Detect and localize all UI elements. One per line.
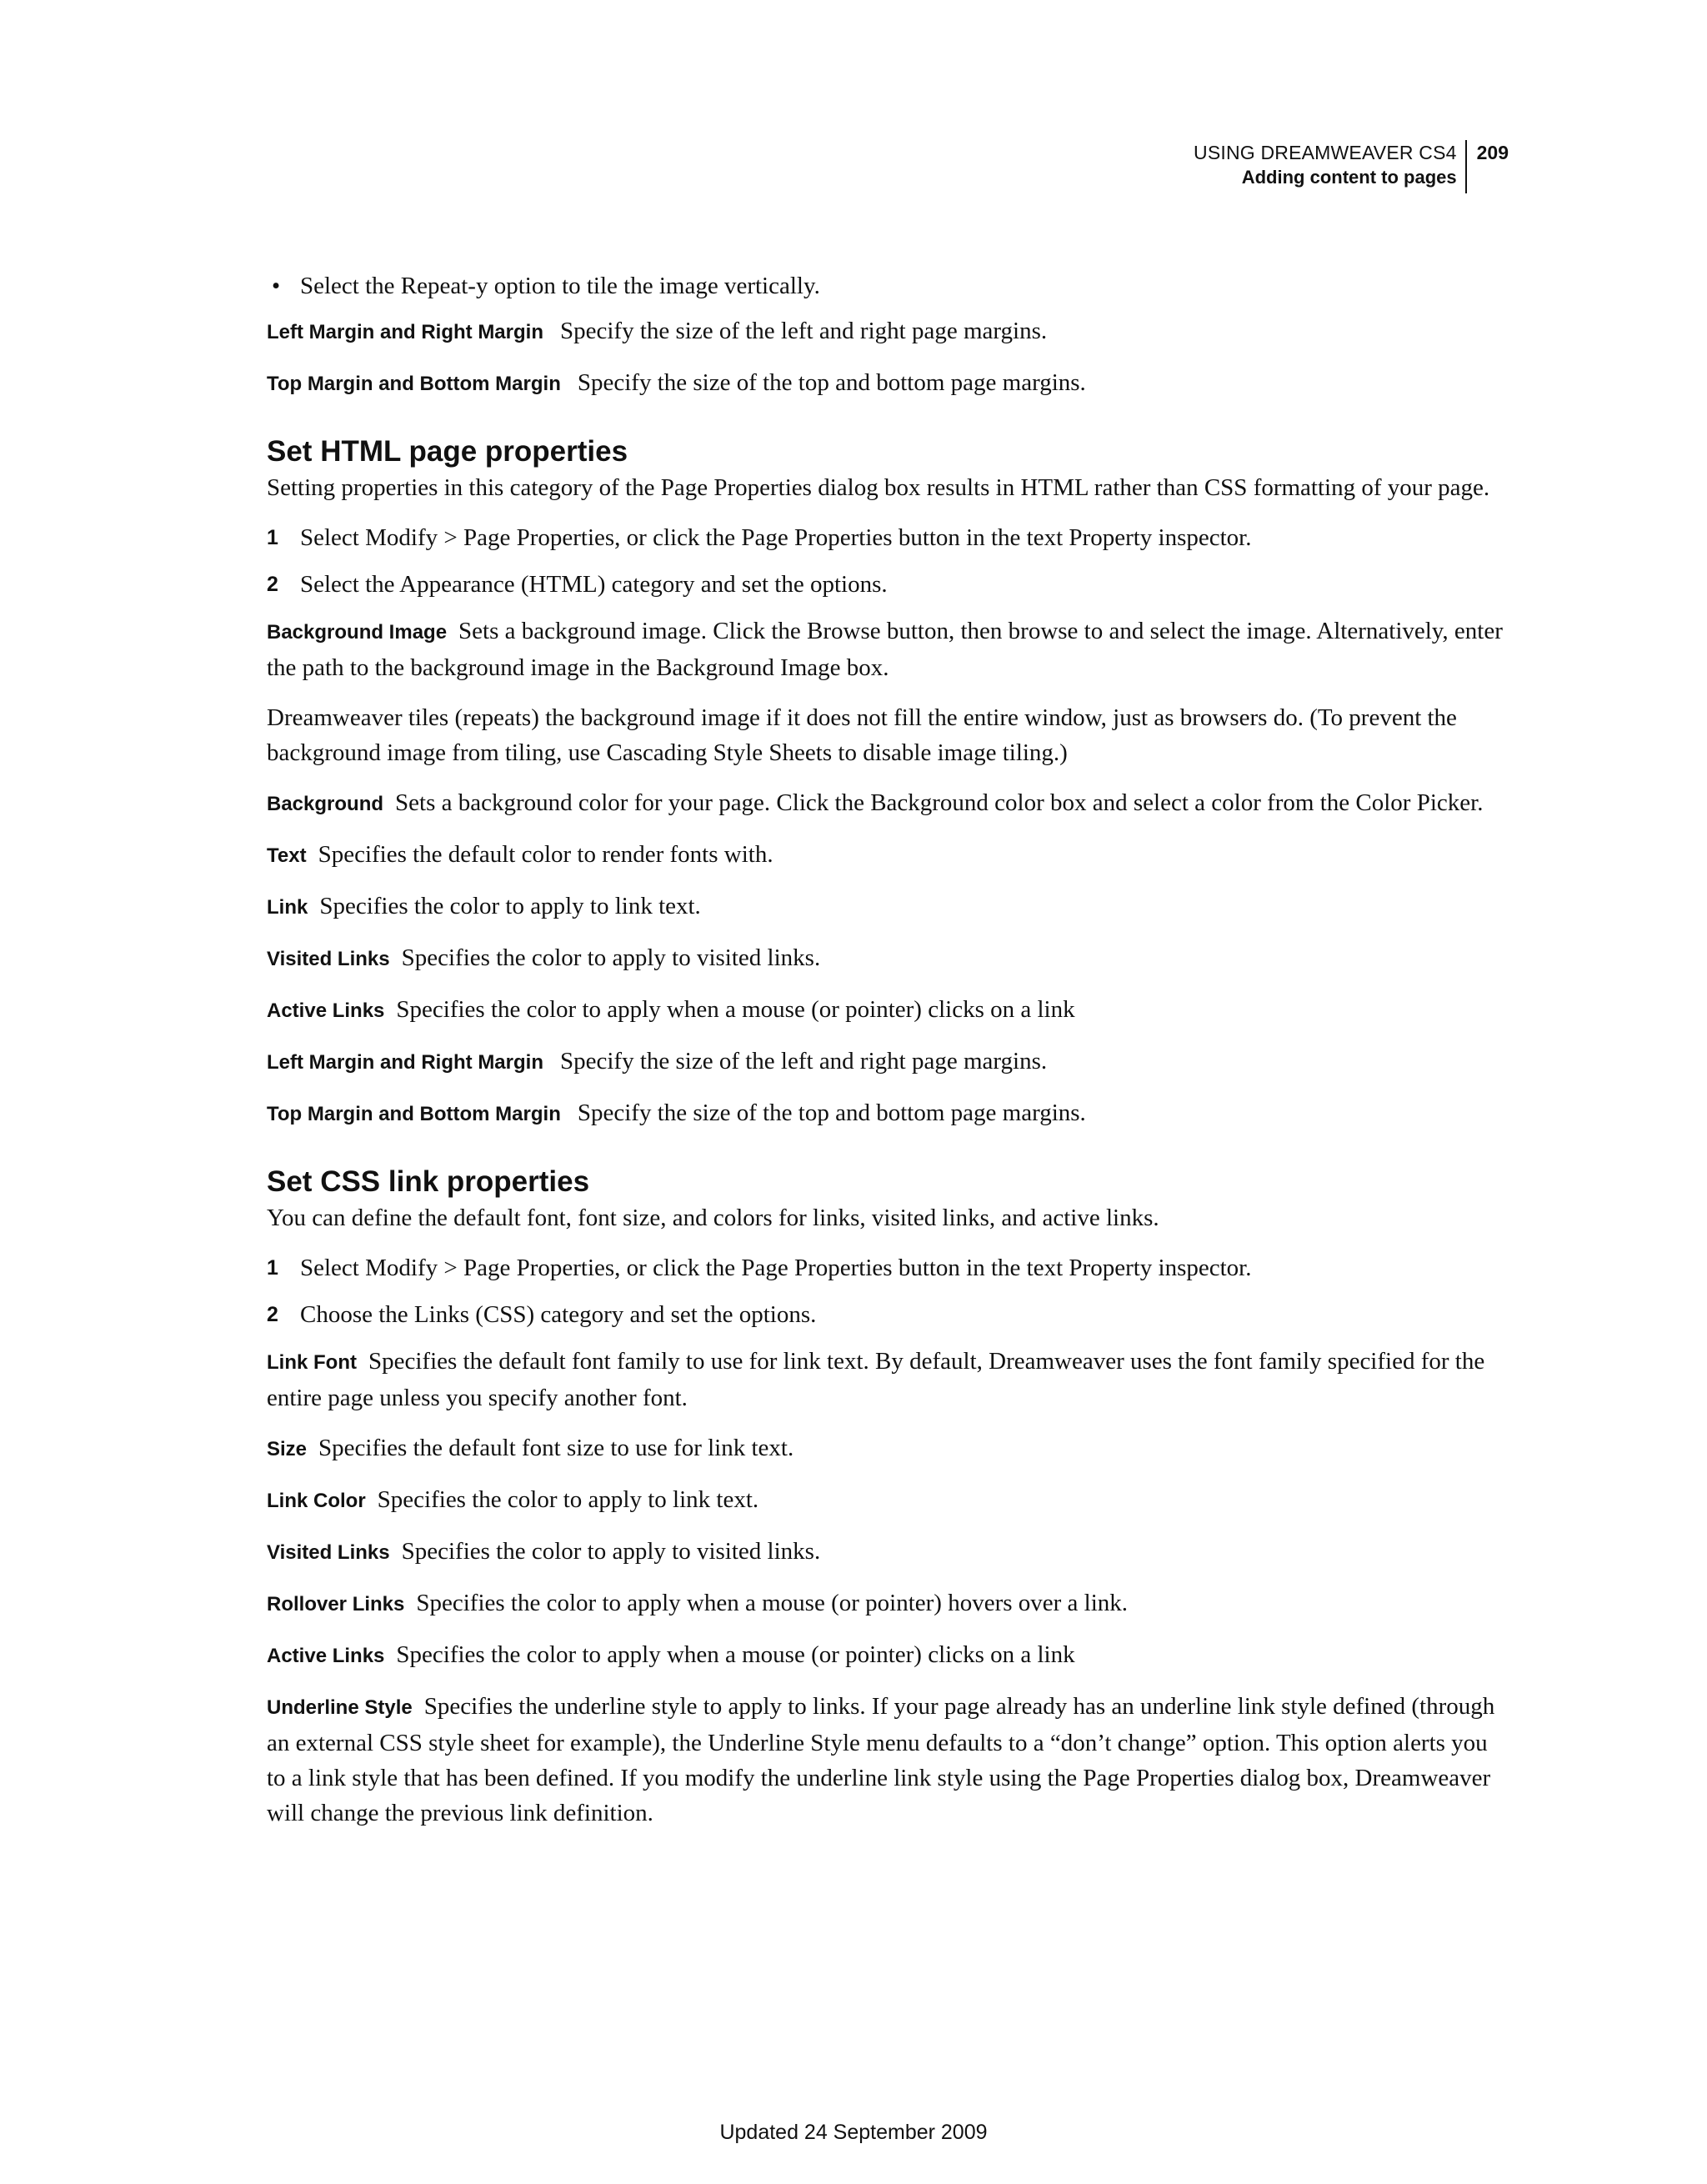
definition-desc: Specifies the color to apply to link text. bbox=[377, 1486, 759, 1513]
definition-desc: Specify the size of the left and right page margins. bbox=[559, 1048, 1048, 1074]
definition-desc: Specifies the color to apply when a mouse (or pointer) hovers over a link. bbox=[416, 1590, 1129, 1616]
definition-item bbox=[267, 1344, 1509, 1415]
definition-term: Link bbox=[267, 896, 308, 919]
step-number: 1 bbox=[267, 526, 278, 549]
definition-term: Left Margin and Right Margin bbox=[267, 1051, 543, 1074]
definition-item bbox=[267, 614, 1509, 685]
definition-term: Visited Links bbox=[267, 948, 390, 970]
definition-term: Size bbox=[267, 1438, 308, 1460]
definition-desc: Specify the size of the top and bottom page margins. bbox=[577, 369, 1086, 396]
definition-desc: Specifies the color to apply when a mouse (or pointer) clicks on a link bbox=[396, 996, 1075, 1023]
definition-term: Link Font bbox=[267, 1351, 357, 1374]
definition-item bbox=[267, 1482, 1509, 1519]
definition-desc: Specifies the default font size to use for link text. bbox=[318, 1435, 794, 1461]
definition-term: Visited Links bbox=[267, 1541, 390, 1564]
paragraph-text: Dreamweaver tiles (repeats) the background image if it does not fill the entire window, just as browsers do. (To prevent the background image from tiling, use Cascading Style Sheets to disable image tiling.) bbox=[267, 704, 1457, 766]
definition-item bbox=[267, 889, 1509, 925]
section-intro: Setting properties in this category of the Page Properties dialog box results in HTML rather than CSS formatting of your page. bbox=[267, 474, 1490, 501]
section-heading-html: Set HTML page properties bbox=[267, 435, 628, 468]
body-paragraph bbox=[267, 700, 1509, 770]
step-text: Choose the Links (CSS) category and set the options. bbox=[300, 1301, 817, 1328]
definition-term: Background Image bbox=[267, 621, 448, 644]
definition-desc: Specify the size of the left and right page margins. bbox=[559, 318, 1048, 344]
definition-desc: Sets a background color for your page. Click the Background color box and select a color from the Color Picker. bbox=[395, 789, 1484, 816]
header-section: Adding content to pages bbox=[1241, 167, 1457, 188]
definition-desc: Specifies the color to apply to visited links. bbox=[401, 944, 821, 971]
step-text: Select the Appearance (HTML) category and set the options. bbox=[300, 571, 888, 598]
page-content bbox=[267, 268, 1509, 1846]
definition-desc: Specifies the default font family to use for link text. By default, Dreamweaver uses the font family specified for the entire page unless you specify another font. bbox=[267, 1348, 1485, 1411]
definition-term: Background bbox=[267, 793, 384, 815]
page-number: 209 bbox=[1476, 142, 1509, 163]
definition-item bbox=[267, 313, 1509, 350]
step-number: 2 bbox=[267, 1303, 278, 1326]
step-text: Select Modify > Page Properties, or click the Page Properties button in the text Property inspector. bbox=[300, 1255, 1252, 1281]
definition-item bbox=[267, 1637, 1509, 1674]
definition-desc: Specifies the underline style to apply to links. If your page already has an underline link style defined (through an external CSS style sheet for example), the Underline Style menu defaults to a “don’t change” option. This option alerts you to a link style that has been defined. If you modify the underline link style using the Page Properties dialog box, Dreamweaver will change the previous link definition. bbox=[267, 1693, 1495, 1826]
definition-item bbox=[267, 1689, 1509, 1831]
header-text-block bbox=[1194, 140, 1467, 193]
step-text: Select Modify > Page Properties, or click the Page Properties button in the text Property inspector. bbox=[300, 524, 1252, 551]
definition-term: Underline Style bbox=[267, 1696, 413, 1719]
definition-item bbox=[267, 992, 1509, 1029]
definition-term: Text bbox=[267, 844, 307, 867]
section-intro: You can define the default font, font size, and colors for links, visited links, and active links. bbox=[267, 1205, 1159, 1231]
definition-term: Active Links bbox=[267, 999, 385, 1022]
header-title: USING DREAMWEAVER CS4 bbox=[1194, 142, 1457, 163]
step-number: 2 bbox=[267, 573, 278, 596]
definition-term: Top Margin and Bottom Margin bbox=[267, 373, 561, 395]
definition-term: Active Links bbox=[267, 1645, 385, 1667]
definition-item bbox=[267, 1430, 1509, 1467]
definition-term: Left Margin and Right Margin bbox=[267, 321, 543, 343]
step-item bbox=[267, 1250, 1509, 1285]
step-number: 1 bbox=[267, 1256, 278, 1280]
definition-term: Link Color bbox=[267, 1490, 366, 1512]
definition-term: Top Margin and Bottom Margin bbox=[267, 1103, 561, 1125]
definition-desc: Specifies the color to apply when a mouse (or pointer) clicks on a link bbox=[396, 1641, 1075, 1668]
definition-item bbox=[267, 1095, 1509, 1132]
bullet-dot: • bbox=[272, 273, 281, 299]
definition-item bbox=[267, 1534, 1509, 1570]
definition-item bbox=[267, 837, 1509, 874]
definition-item bbox=[267, 1585, 1509, 1622]
definition-desc: Sets a background image. Click the Browse button, then browse to and select the image. Alternatively, enter the path to the background image in the Background Image box. bbox=[267, 618, 1503, 681]
definition-desc: Specifies the color to apply to visited links. bbox=[401, 1538, 821, 1565]
bullet-item bbox=[267, 268, 1509, 303]
section-heading-css: Set CSS link properties bbox=[267, 1165, 590, 1198]
definition-desc: Specifies the color to apply to link text. bbox=[319, 893, 701, 919]
definition-item bbox=[267, 785, 1509, 822]
running-header bbox=[1194, 140, 1509, 193]
definition-item bbox=[267, 365, 1509, 402]
definition-desc: Specifies the default color to render fonts with. bbox=[318, 841, 773, 868]
step-item bbox=[267, 567, 1509, 602]
definition-item bbox=[267, 940, 1509, 977]
definition-desc: Specify the size of the top and bottom page margins. bbox=[577, 1100, 1086, 1126]
footer-updated-date: Updated 24 September 2009 bbox=[719, 2121, 988, 2144]
definition-term: Rollover Links bbox=[267, 1593, 405, 1615]
step-item bbox=[267, 520, 1509, 555]
bullet-text: Select the Repeat-y option to tile the image vertically. bbox=[300, 273, 820, 299]
definition-item bbox=[267, 1044, 1509, 1080]
step-item bbox=[267, 1297, 1509, 1332]
